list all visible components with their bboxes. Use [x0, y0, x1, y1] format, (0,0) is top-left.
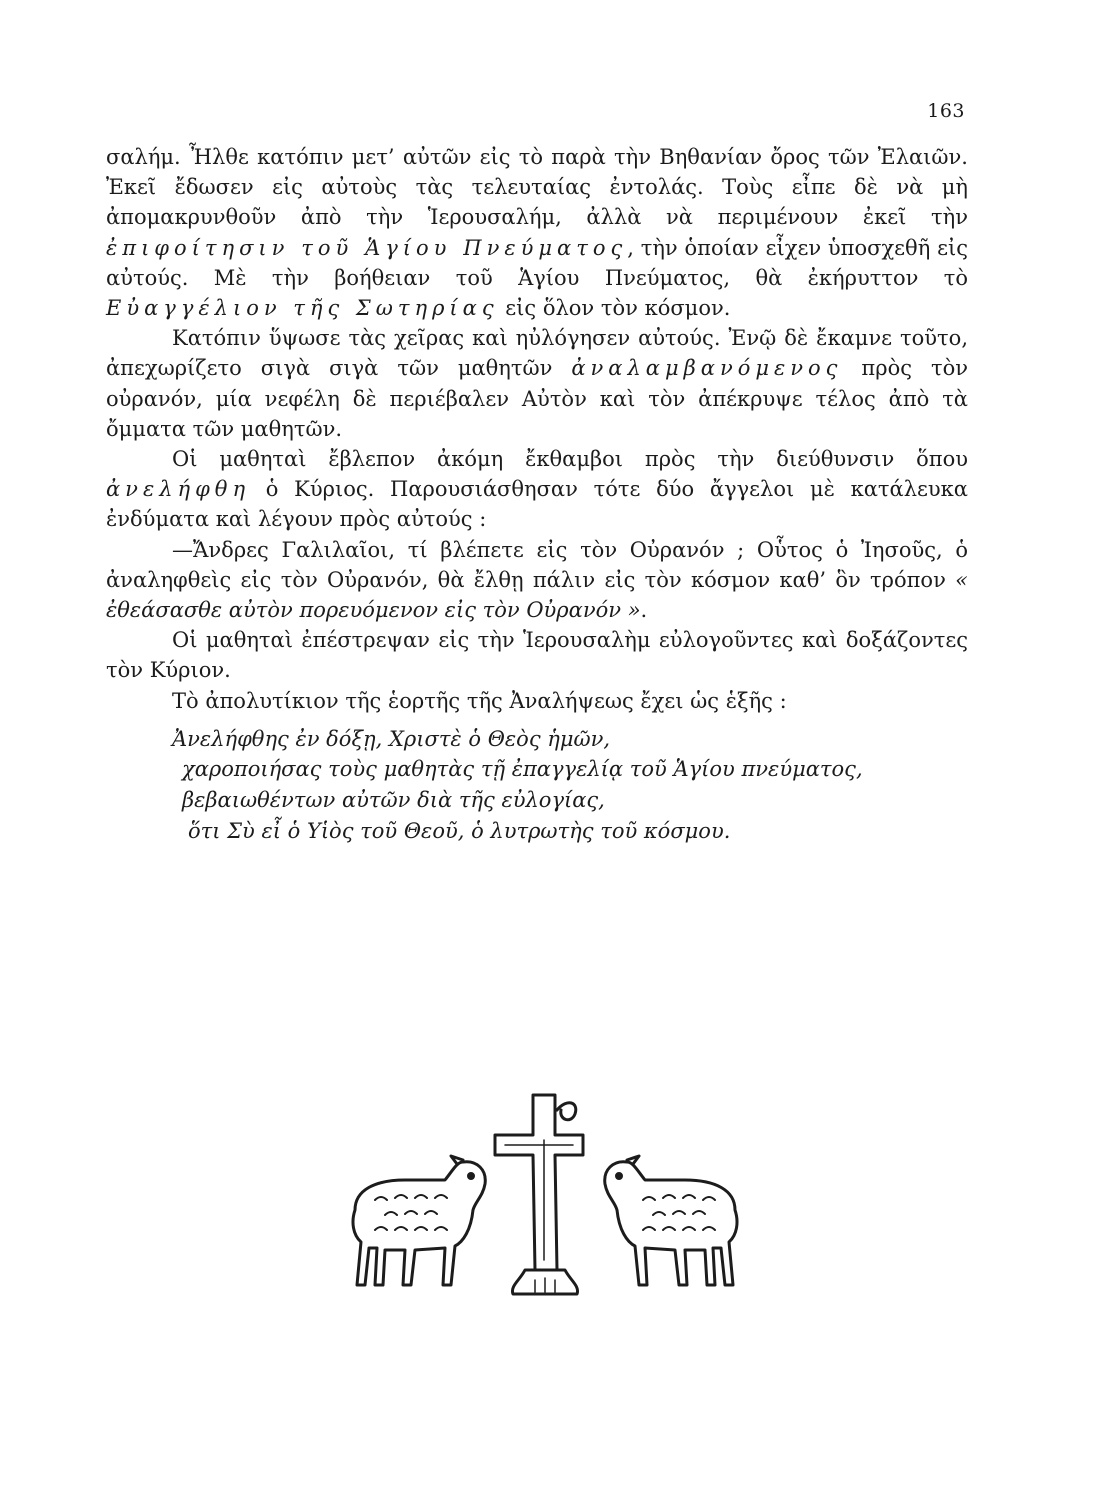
right-lamb-icon — [605, 1156, 737, 1285]
text-run: πρὸς τὸν οὐρανόν, μία νεφέλη δὲ περιέβαλεν Αὐτὸν καὶ τὸν ἀπέκρυψε τέλος ἀπὸ τὰ ὄμματα τῶν μαθητῶν. — [106, 356, 968, 441]
hymn-line: βεβαιωθέντων αὐτῶν διὰ τῆς εὐλογίας, — [182, 788, 605, 813]
text-run: ὁ Κύριος. Παρουσιάσθησαν τότε δύο ἄγγελοι μὲ κατάλευκα ἐνδύματα καὶ λέγουν πρὸς αὐτούς : — [106, 477, 968, 532]
body-text — [106, 142, 968, 846]
text-run: —Ἄνδρες Γαλιλαῖοι, τί βλέπετε εἰς τὸν Οὐρανόν ; Οὗτος ὁ Ἰησοῦς, ὁ ἀναληφθεὶς εἰς τὸν Οὐρανόν, θὰ ἔλθῃ πάλιν εἰς τὸν κόσμον καθ’ ὃν τρόπον — [106, 537, 968, 592]
paragraph — [106, 142, 968, 323]
hymn-line: ὅτι Σὺ εἶ ὁ Υἱὸς τοῦ Θεοῦ, ὁ λυτρωτὴς τοῦ κόσμου. — [188, 818, 731, 843]
paragraph — [106, 625, 968, 685]
hymn-line: Ἀνελήφθης ἐν δόξῃ, Χριστὲ ὁ Θεὸς ἡμῶν, — [172, 726, 611, 751]
page-number: 163 — [927, 100, 965, 122]
text-run: σαλήμ. Ἦλθε κατόπιν μετ’ αὐτῶν εἰς τὸ παρὰ τὴν Βηθανίαν ὄρος τῶν Ἐλαιῶν. Ἐκεῖ ἔδωσεν εἰς αὐτοὺς τὰς τελευταίας ἐντολάς. Τοὺς εἶπε δὲ νὰ μὴ ἀπομακρυνθοῦν ἀπὸ τὴν Ἱερουσαλήμ, ἀλλὰ νὰ περιμένουν ἐκεῖ τὴν — [106, 145, 968, 230]
text-run: Κατόπιν ὕψωσε τὰς χεῖρας καὶ ηὐλόγησεν αὐτούς. Ἐνῷ δὲ ἔκαμνε τοῦτο, ἀπεχωρίζετο σιγὰ σιγὰ τῶν μαθητῶν — [106, 326, 968, 381]
paragraph — [106, 535, 968, 626]
paragraph — [106, 323, 968, 444]
spaced-emphasis-text: ἀνελήφθη — [106, 477, 251, 502]
apolytikion-hymn — [172, 724, 968, 846]
text-run: . — [640, 598, 648, 623]
paragraphs — [106, 142, 968, 716]
spaced-emphasis-text: ἐπιφοίτησιν τοῦ Ἁγίου Πνεύματος — [106, 235, 628, 260]
left-lamb-icon — [353, 1156, 485, 1285]
text-run: Τὸ ἀπολυτίκιον τῆς ἑορτῆς τῆς Ἀναλήψεως ἔχει ὡς ἑξῆς : — [172, 688, 787, 713]
cross-and-lambs-emblem — [345, 1080, 745, 1300]
italic-quote-text: « ἐθεάσασθε αὐτὸν πορευόμενον εἰς τὸν Οὐρανόν » — [106, 567, 968, 623]
text-run: , τὴν ὁποίαν εἶχεν ὑποσχεθῆ εἰς αὐτούς. Μὲ τὴν βοήθειαν τοῦ Ἁγίου Πνεύματος, θὰ ἐκήρυττον τὸ — [106, 235, 968, 290]
cross-icon — [495, 1095, 583, 1294]
text-run: Οἱ μαθηταὶ ἐπέστρεψαν εἰς τὴν Ἱερουσαλὴμ εὐλογοῦντες καὶ δοξάζοντες τὸν Κύριον. — [106, 628, 968, 683]
spaced-emphasis-text: Εὐαγγέλιον τῆς Σωτηρίας — [106, 296, 499, 321]
paragraph — [106, 686, 968, 716]
text-run: Οἱ μαθηταὶ ἔβλεπον ἀκόμη ἔκθαμβοι πρὸς τὴν διεύθυνσιν ὅπου — [172, 447, 968, 472]
hymn-line: χαροποιήσας τοὺς μαθητὰς τῇ ἐπαγγελίᾳ τοῦ Ἁγίου πνεύματος, — [182, 757, 863, 782]
spaced-emphasis-text: ἀναλαμβανόμενος — [571, 356, 843, 381]
paragraph — [106, 444, 968, 535]
text-run: εἰς ὅλον τὸν κόσμον. — [498, 296, 731, 321]
